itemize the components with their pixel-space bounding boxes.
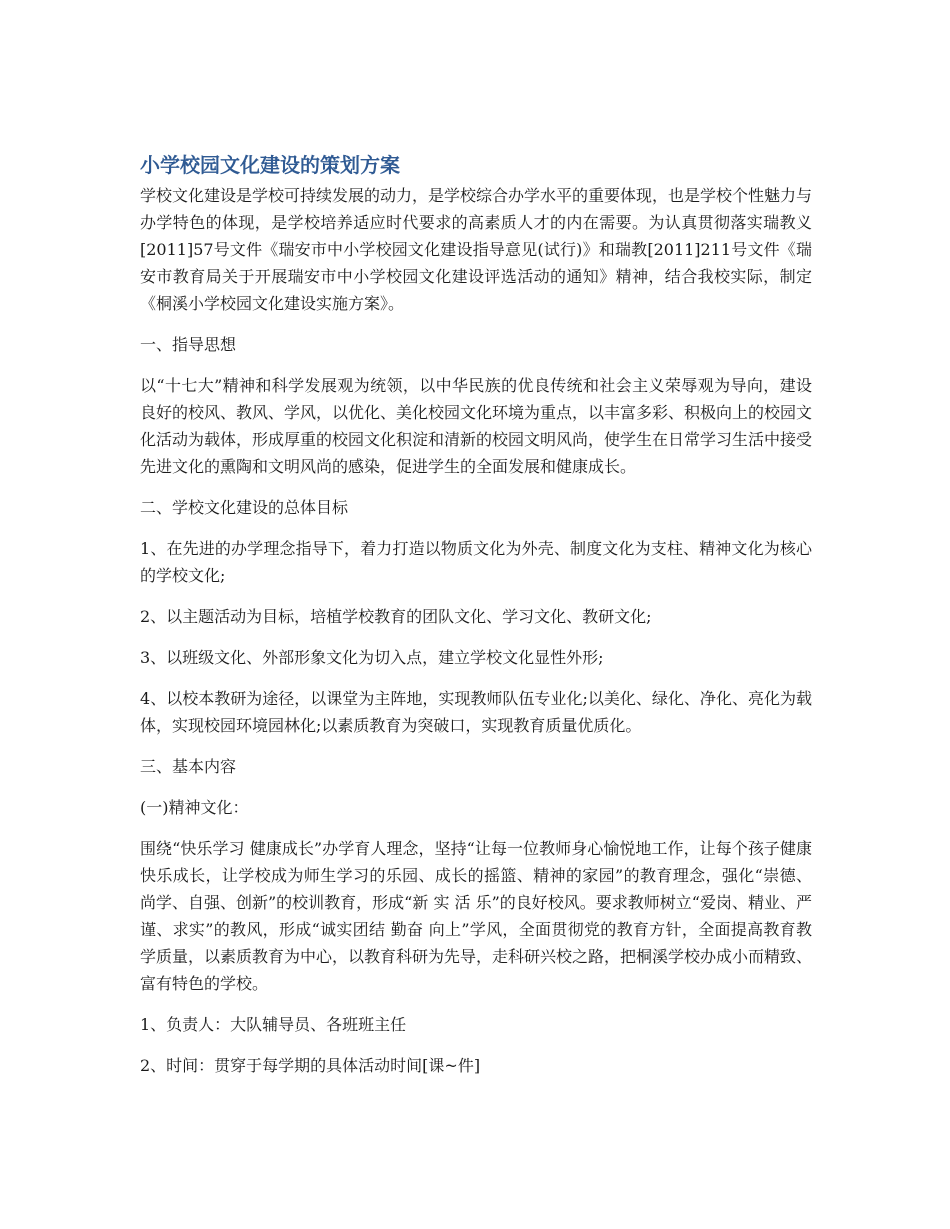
responsible-person-item: 1、负责人：大队辅导员、各班班主任 <box>140 1015 407 1034</box>
spiritual-culture-paragraph: 围绕“快乐学习 健康成长”办学育人理念，坚持“让每一位教师身心愉悦地工作，让每个孩子健康快乐成长，让学校成为师生学习的乐园、成长的摇篮、精神的家园”的教育理念，强化“崇德、尚学、自强、创新”的校训教育，形成“新 实 活 乐”的良好校风。要求教师树立“爱岗、精业、严谨、求实”的教风，形成“诚实团结 勤奋 向上”学风，全面贯彻党的教育方针，全面提高教育教学质量，以素质教育为中心，以教育科研为先导，走科研兴校之路，把桐溪学校办成小而精致、富有特色的学校。 <box>140 839 813 993</box>
goal-item: 4、以校本教研为途径，以课堂为主阵地，实现教师队伍专业化;以美化、绿化、净化、亮化为载体，实现校园环境园林化;以素质教育为突破口，实现教育质量优质化。 <box>140 689 812 735</box>
subsection-heading-spiritual-culture: (一)精神文化： <box>140 798 249 817</box>
document-page <box>140 150 812 1079</box>
section-heading-basic-content: 三、基本内容 <box>140 757 237 776</box>
section-heading-overall-goals: 二、学校文化建设的总体目标 <box>140 498 349 517</box>
goal-item: 3、以班级文化、外部形象文化为切入点，建立学校文化显性外形; <box>140 648 604 667</box>
guiding-ideology-paragraph: 以“十七大”精神和科学发展观为统领，以中华民族的优良传统和社会主义荣辱观为导向，建设良好的校风、教风、学风，以优化、美化校园文化环境为重点，以丰富多彩、积极向上的校园文化活动为载体，形成厚重的校园文化积淀和清新的校园文明风尚，使学生在日常学习生活中接受先进文化的熏陶和文明风尚的感染，促进学生的全面发展和健康成长。 <box>140 376 813 476</box>
time-item: 2、时间：贯穿于每学期的具体活动时间[课~件] <box>140 1056 481 1075</box>
goal-item: 1、在先进的办学理念指导下，着力打造以物质文化为外壳、制度文化为支柱、精神文化为核心的学校文化; <box>140 539 812 585</box>
section-heading-guiding-ideology: 一、指导思想 <box>140 335 237 354</box>
document-title: 小学校园文化建设的策划方案 <box>140 153 400 177</box>
goal-item: 2、以主题活动为目标，培植学校教育的团队文化、学习文化、教研文化; <box>140 607 652 626</box>
intro-paragraph: 学校文化建设是学校可持续发展的动力，是学校综合办学水平的重要体现，也是学校个性魅力与办学特色的体现，是学校培养适应时代要求的高素质人才的内在需要。为认真贯彻落实瑞教义[2011]57号文件《瑞安市中小学校园文化建设指导意见(试行)》和瑞教[2011]211号文件《瑞安市教育局关于开展瑞安市中小学校园文化建设评选活动的通知》精神，结合我校实际，制定《桐溪小学校园文化建设实施方案》。 <box>140 186 813 313</box>
